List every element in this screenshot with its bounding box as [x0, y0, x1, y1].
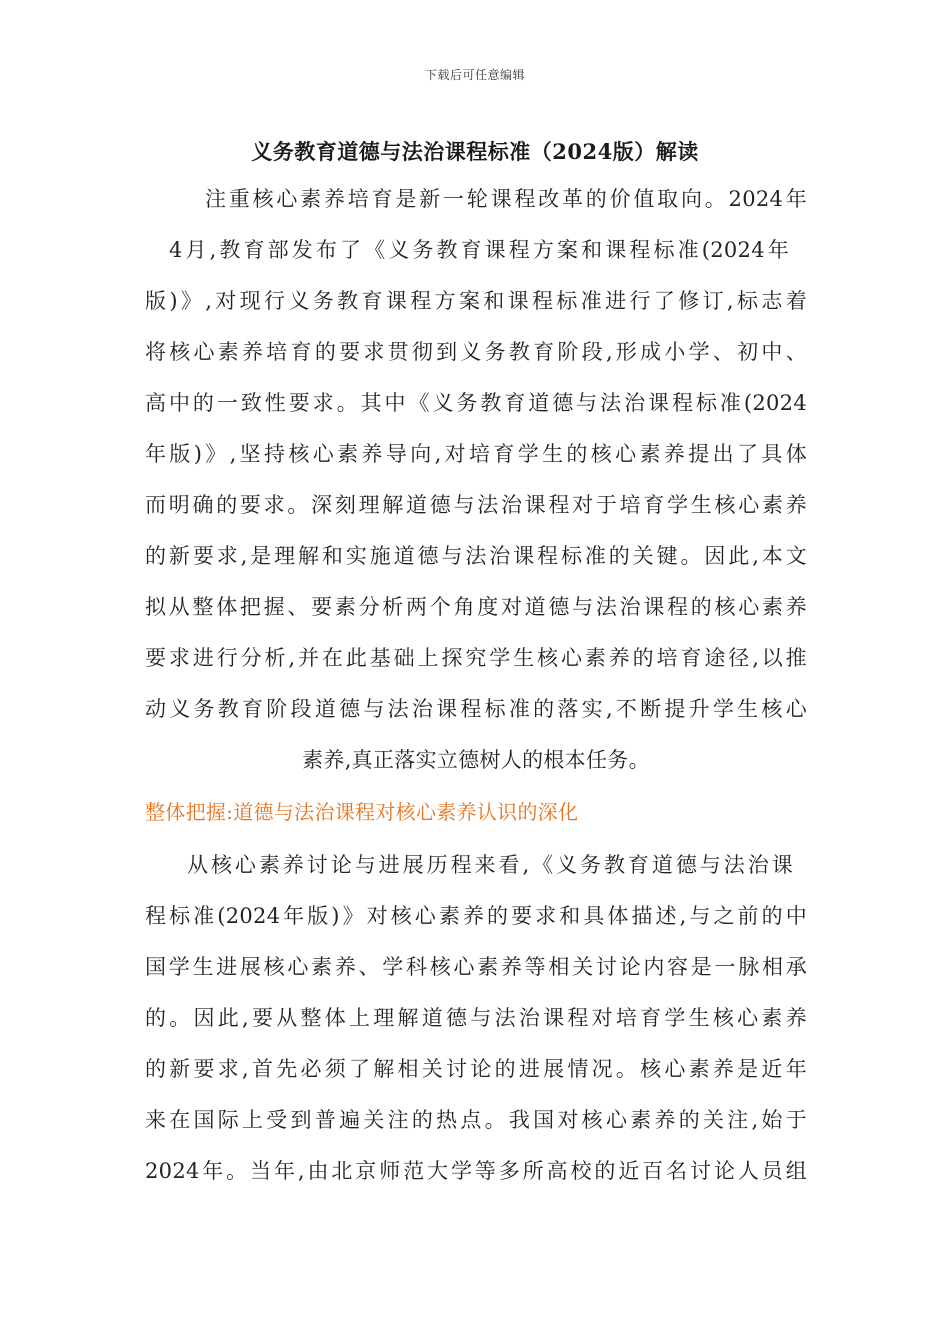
paragraph-line: 来在国际上受到普遍关注的热点。我国对核心素养的关注,始于: [145, 1108, 807, 1132]
paragraph-line: 将核心素养培育的要求贯彻到义务教育阶段,形成小学、初中、: [145, 340, 807, 364]
paragraph-line: 从核心素养讨论与进展历程来看,《义务教育道德与法治课: [187, 853, 793, 877]
paragraph-line: 素养,真正落实立德树人的根本任务。: [302, 748, 650, 772]
document-title: 义务教育道德与法治课程标准（2024版）解读: [251, 139, 699, 164]
paragraph-line: 的新要求,首先必须了解相关讨论的进展情况。核心素养是近年: [145, 1057, 807, 1081]
paragraph-line: 版)》,对现行义务教育课程方案和课程标准进行了修订,标志着: [145, 289, 807, 313]
paragraph-line: 注重核心素养培育是新一轮课程改革的价值取向。2024年: [205, 187, 807, 211]
paragraph-line: 程标准(2024年版)》对核心素养的要求和具体描述,与之前的中: [145, 904, 807, 928]
paragraph-line: 动义务教育阶段道德与法治课程标准的落实,不断提升学生核心: [145, 697, 807, 721]
paragraph-line: 高中的一致性要求。其中《义务教育道德与法治课程标准(2024: [145, 391, 807, 415]
paragraph-line: 的新要求,是理解和实施道德与法治课程标准的关键。因此,本文: [145, 544, 807, 568]
paragraph-line: 年版)》,坚持核心素养导向,对培育学生的核心素养提出了具体: [145, 442, 807, 466]
paragraph-line: 要求进行分析,并在此基础上探究学生核心素养的培育途径,以推: [145, 646, 807, 670]
paragraph-line: 2024年。当年,由北京师范大学等多所高校的近百名讨论人员组: [145, 1159, 807, 1183]
intro-paragraph: [145, 174, 807, 786]
section-heading: 整体把握:道德与法治课程对核心素养认识的深化: [145, 800, 579, 824]
header-note: 下载后可任意编辑: [424, 68, 525, 82]
section-paragraph: [145, 840, 807, 1197]
paragraph-line: 的。因此,要从整体上理解道德与法治课程对培育学生核心素养: [145, 1006, 807, 1030]
paragraph-line: 拟从整体把握、要素分析两个角度对道德与法治课程的核心素养: [145, 595, 807, 619]
paragraph-line: 4月,教育部发布了《义务教育课程方案和课程标准(2024年: [169, 238, 789, 262]
paragraph-line: 国学生进展核心素养、学科核心素养等相关讨论内容是一脉相承: [145, 955, 807, 979]
paragraph-line: 而明确的要求。深刻理解道德与法治课程对于培育学生核心素养: [145, 493, 807, 517]
